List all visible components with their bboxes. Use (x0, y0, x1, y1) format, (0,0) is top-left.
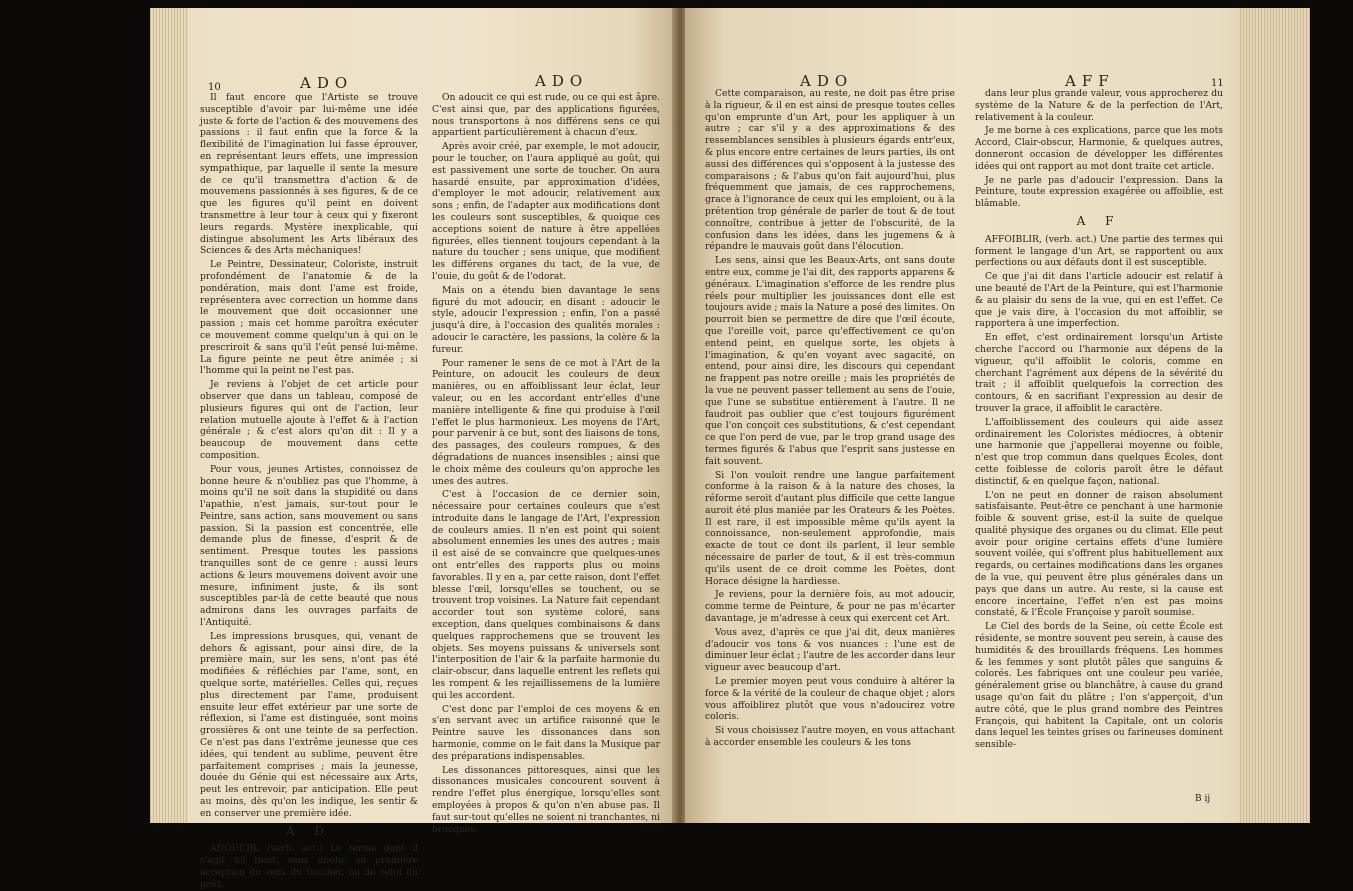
section-heading: A F (1076, 213, 1122, 228)
paragraph: En effet, c'est ordinairement lorsqu'un Artiste cherche l'accord ou l'harmonie aux dépens de la vigueur, qu'il affoiblit le coloris, comme en cherchant l'agrément aux dépens de la sévérité du trait ; il affoiblit quelquefois la correction des contours, & en sacrifiant l'expression au desir de trouver la grace, il affoiblit le caractère. (975, 332, 1223, 414)
paragraph: Le Peintre, Dessinateur, Coloriste, instruit profondément de l'anatomie & de la pondération, mais dont l'ame est froide, représentera avec correction un homme dans le mouvement que doit occasionner une passion ; mais cet homme paroîtra exécuter ce mouvement comme quelqu'un à qui on le prescriroit & sans qu'il l'eût pensé lui-même. La figure peinte ne peut être animée ; si l'homme qui la peint ne l'est pas. (200, 259, 418, 377)
text-column-1 (200, 92, 418, 890)
running-head: ADO (800, 72, 854, 90)
paragraph: ADOUCIR, (verb. act.) Le terme dont il s'agit ici tient, sans doute, sa première acception du sens du toucher, ou de celui du goût. (200, 843, 418, 890)
text-column-2 (975, 88, 1223, 788)
signature-mark: B ij (1195, 794, 1211, 804)
paragraph: C'est à l'occasion de ce dernier soin, nécessaire pour certaines couleurs que s'est introduite dans le langage de l'Art, l'expression de couleurs amies. Il n'en est point qui soient absolument ennemies les unes des autres ; mais il est aisé de se convaincre que quelques-unes ont entr'elles des rapports plus ou moins favorables. Il y en a, par cette raison, dont l'effet blesse l'œil, lorsqu'elles se touchent, ou se trouvent trop voisines. La Nature fait cependant accorder tout son système coloré, sans exception, dans quelques combinaisons & dans quelques rapprochemens que se trouvent les objets. Ses moyens puissans & universels sont l'interposition de l'air & la parfaite harmonie du clair-obscur, dans laquelle entrent les reflets qui les rompent & les rejaillissemens de la lumière qui les accordent. (432, 489, 660, 701)
text-column-2 (432, 92, 660, 835)
paragraph: Pour ramener le sens de ce mot à l'Art de la Peinture, on adoucit les couleurs de deux manières, ou en affoiblissant leur éclat, leur valeur, ou en les accordant entr'elles d'une manière intelligente & fine qui produise à l'œil l'effet le plus harmonieux. Les moyens de l'Art, pour parvenir à ce but, sont des liaisons de tons, des passages, des couleurs rompues, & des dégradations de nuances insensibles ; ainsi que le choix même des couleurs qu'on approche les unes des autres. (432, 357, 660, 487)
paragraph: L'affoiblissement des couleurs qui aide assez ordinairement les Coloristes médiocres, à obtenir une harmonie que j'appellerai moyenne ou foible, n'est que trop commun dans quelques Écoles, dont cette foiblesse de coloris paroît être le défaut distinctif, & en quelque façon, national. (975, 416, 1223, 487)
paragraph: Le Ciel des bords de la Seine, où cette École est résidente, se montre souvent peu serein, à cause des humidités & des brouillards fréquens. Les hommes & les femmes y sont plutôt pâles que sanguins & colorés. Les fabriques ont une couleur peu variée, généralement grise ou blanchâtre, à cause du grand usage qu'on fait du plâtre ; l'on s'apperçoit, d'un autre côté, que le plus grand nombre des Peintres François, qui habitent la Capitale, ont un coloris dans lequel les teintes grises ou farineuses dominent sensible- (975, 621, 1223, 751)
paragraph: Le premier moyen peut vous conduire à altérer la force & la vérité de la couleur de chaque objet ; alors vous affoiblirez plutôt que vous n'adoucirez votre coloris. (705, 676, 955, 723)
page-edges-left (150, 8, 188, 823)
paragraph: AFFOIBLIR, (verb. act.) Une partie des termes qui forment le langage d'un Art, se rapportent ou aux perfections ou aux défauts dont il est susceptible. (975, 233, 1223, 269)
paragraph: dans leur plus grande valeur, vous approcherez du système de la Nature & de la perfection de l'Art, relativement à la couleur. (975, 88, 1223, 123)
open-book (150, 8, 1310, 890)
paragraph: Ce que j'ai dit dans l'article adoucir est relatif à une beauté de l'Art de la Peinture, qui est l'harmonie & au plaisir du sens de la vue, qui en est l'effet. Ce que je vais dire, à l'occasion du mot affoiblir, se rapportera à une imperfection. (975, 271, 1223, 330)
right-page (685, 8, 1310, 823)
paragraph: L'on ne peut en donner de raison absolument satisfaisante. Peut-être ce penchant à une harmonie foible & souvent grise, est-il la suite de quelque qualité physique des organes ou du climat. Elle peut avoir pour origine certains effets d'une lumière souvent voilée, qui s'offrent plus habituellement aux regards, ou certaines modifications dans les organes de la vue, qui peuvent être plus générales dans un pays que dans un autre. Au reste, si la cause est encore incertaine, l'effet n'en est pas moins constaté, & l'École Françoise y paroît soumise. (975, 489, 1223, 619)
running-head: AFF (1065, 72, 1115, 90)
paragraph: Pour vous, jeunes Artistes, connoissez de bonne heure & n'oubliez pas que l'homme, à moins qu'il ne soit dans la stupidité ou dans l'apathie, n'est jamais, sur-tout pour le Peintre, sans action, sans mouvement ou sans passion. Si la passion est concentrée, elle demande plus de finesse, d'esprit & de sentiment. Presque toutes les passions tranquilles sont de ce genre : aussi leurs actions & leurs mouvemens doivent avoir une mesure, infiniment juste, & ils sont susceptibles par-là de cette beauté que nous admirons dans les ouvrages parfaits de l'Antiquité. (200, 463, 418, 629)
running-head: ADO (300, 74, 354, 92)
page-number: 11 (1211, 78, 1224, 89)
paragraph: C'est donc par l'emploi de ces moyens & en s'en servant avec un artifice raisonné que le Peintre sauve les dissonances dans son harmonie, comme on le fait dans la Musique par des préparations indispensables. (432, 703, 660, 762)
paragraph: Après avoir créé, par exemple, le mot adoucir, pour le toucher, on l'aura appliqué au goût, qui est passivement une sorte de toucher. On aura hasardé ensuite, par approximation d'idées, d'employer le mot adoucir, relativement aux sons ; enfin, de l'adapter aux modifications dont les couleurs sont susceptibles, & quoique ces acceptions soient de nature à être appellées figurées, elles tiennent toujours cependant à la nature du toucher ; sens unique, que modifient les différens organes du tact, de la vue, de l'ouie, du goût & de l'odorat. (432, 141, 660, 282)
paragraph: Je reviens à l'objet de cet article pour observer que dans un tableau, composé de plusieurs figures qui ont de l'action, leur relation mutuelle ajoute à l'effet & à l'action générale ; & c'est alors qu'on dit : Il y a beaucoup de mouvement dans cette composition. (200, 379, 418, 461)
paragraph: Je reviens, pour la dernière fois, au mot adoucir, comme terme de Peinture, & pour ne pas m'écarter davantage, je m'adresse à ceux qui exercent cet Art. (705, 589, 955, 625)
paragraph: Mais on a étendu bien davantage le sens figuré du mot adoucir, en disant : adoucir le style, adoucir l'expression ; enfin, l'on a passé jusqu'à dire, à l'occasion des qualités morales : adoucir le caractère, les passions, la colère & la fureur. (432, 284, 660, 355)
running-head: ADO (535, 72, 589, 90)
paragraph: Je me borne à ces explications, parce que les mots Accord, Clair-obscur, Harmonie, & quelques autres, donneront occasion de développer les différentes idées qui ont rapport au mot dont traite cet article. (975, 125, 1223, 172)
paragraph: Les impressions brusques, qui, venant de dehors & agissant, pour ainsi dire, de la première main, sur les sens, n'ont pas été modifiées & réfléchies par l'ame, sont, en quelque sorte, matérielles. Celles qui, reçues plus directement par l'ame, produisent ensuite leur effet extérieur par une sorte de réflexion, si l'ame est distinguée, sont moins grossières & ont une teinte de sa perfection. Ce n'est pas dans l'extrême jeunesse que ces idées, qui tendent au sublime, peuvent être parfaitement comprises ; mais la jeunesse, douée du Génie qui est nécessaire aux Arts, peut les entrevoir, par anticipation. Elle peut au moins, dès qu'on les indique, les sentir & en conserver une première idée. (200, 630, 418, 819)
section-heading: A D (285, 823, 333, 838)
paragraph: Il faut encore que l'Artiste se trouve susceptible d'avoir par lui-même une idée juste & forte de l'action & des mouvemens des passions : il faut enfin que la force & la flexibilité de l'imagination lui fasse éprouver, en représentant leurs effets, une impression sympathique, par laquelle il sente la mesure de ce qu'il transmettra d'action & de mouvemens passionnés à ses figures, & de ce que les figures qu'il peint en doivent transmettre à leur tour à ceux qui y fixeront leurs regards. Mystère inexplicable, qui distingue absolument les Arts libéraux des Sciences & des Arts méchaniques! (200, 92, 418, 257)
paragraph: Si l'on vouloit rendre une langue parfaitement conforme à la raison & à la nature des choses, la réforme seroit d'autant plus difficile que cette langue auroit été plus maniée par les Orateurs & les Poètes. Il est rare, il est impossible même qu'ils ayent la connoissance, non-seulement approfondie, mais exacte de tout ce dont ils parlent, il leur semble nécessaire de parler de tout, & il est très-commun qu'ils usent de ce droit comme les Poètes, dont Horace désigne la hardiesse. (705, 469, 955, 587)
paragraph: Si vous choisissez l'autre moyen, en vous attachant à accorder ensemble les couleurs & les tons (705, 725, 955, 749)
paragraph: Vous avez, d'après ce que j'ai dit, deux manières d'adoucir vos tons & vos nuances : l'une est de diminuer leur éclat ; l'autre de les accorder dans leur vigueur avec beaucoup d'art. (705, 626, 955, 674)
paragraph: Je ne parle pas d'adoucir l'expression. Dans la Peinture, toute expression exagérée ou affoiblie, est blâmable. (975, 174, 1223, 210)
paragraph: Cette comparaison, au reste, ne doit pas être prise à la rigueur, & il en est ainsi de presque toutes celles qu'on emprunte d'un Art, pour les appliquer à un autre ; car s'il y a des approximations & des ressemblances sensibles à plusieurs égards entr'eux, & plus encore entre certaines de leurs parties, ils ont aussi des différences qui s'opposent à la justesse des comparaisons ; & l'abus qu'on fait aujourd'hui, plus fréquemment que jamais, de ces rapprochemens, grace à l'ignorance de ceux qui les emploient, ou à la prétention trop générale de parler de tout & de tout connoître, contribue à jetter de l'obscurité, de la confusion dans les idées, dans les jugemens & à répandre le mauvais goût dans l'élocution. (705, 88, 955, 253)
paragraph: Les dissonances pittoresques, ainsi que les dissonances musicales concourent souvent à rendre l'effet plus énergique, lorsqu'elles sont employées à propos & qu'on n'en abuse pas. Il faut sur-tout qu'elles ne soient ni tranchantes, ni brusques. (432, 764, 660, 835)
text-column-1 (705, 88, 955, 788)
paragraph: On adoucit ce qui est rude, ou ce qui est âpre. C'est ainsi que, par des applications figurées, nous transportons à nos différens sens ce qui appartient particulièrement à chacun d'eux. (432, 92, 660, 139)
page-number: 10 (208, 82, 221, 93)
left-page (150, 8, 675, 890)
paragraph: Les sens, ainsi que les Beaux-Arts, ont sans doute entre eux, comme je l'ai dit, des rapports apparens & généraux. L'imagination s'efforce de les rendre plus réels pour multiplier les jouissances dont elle est toujours avide ; mais la Nature a posé des limites. On pourroit bien se permettre de dire que l'œil écoute, que l'oreille voit, parce qu'effectivement ce qu'on entend peint, en quelque sorte, les objets à l'imagination, & qu'en voyant avec sagacité, on entend, pour ainsi dire, les discours qui cependant ne frappent pas notre oreille ; mais les propriétés de la vue ne peuvent passer tellement au sens de l'ouie, que l'une se substitue entièrement à l'autre. Il ne faudroit pas oublier que c'est toujours figurément que l'on conçoit ces substitutions, & c'est cependant ce que l'on perd de vue, par le trop grand usage des termes figurés & l'abus que l'esprit sans justesse en fait souvent. (705, 255, 955, 467)
page-edges-right (1240, 8, 1310, 823)
